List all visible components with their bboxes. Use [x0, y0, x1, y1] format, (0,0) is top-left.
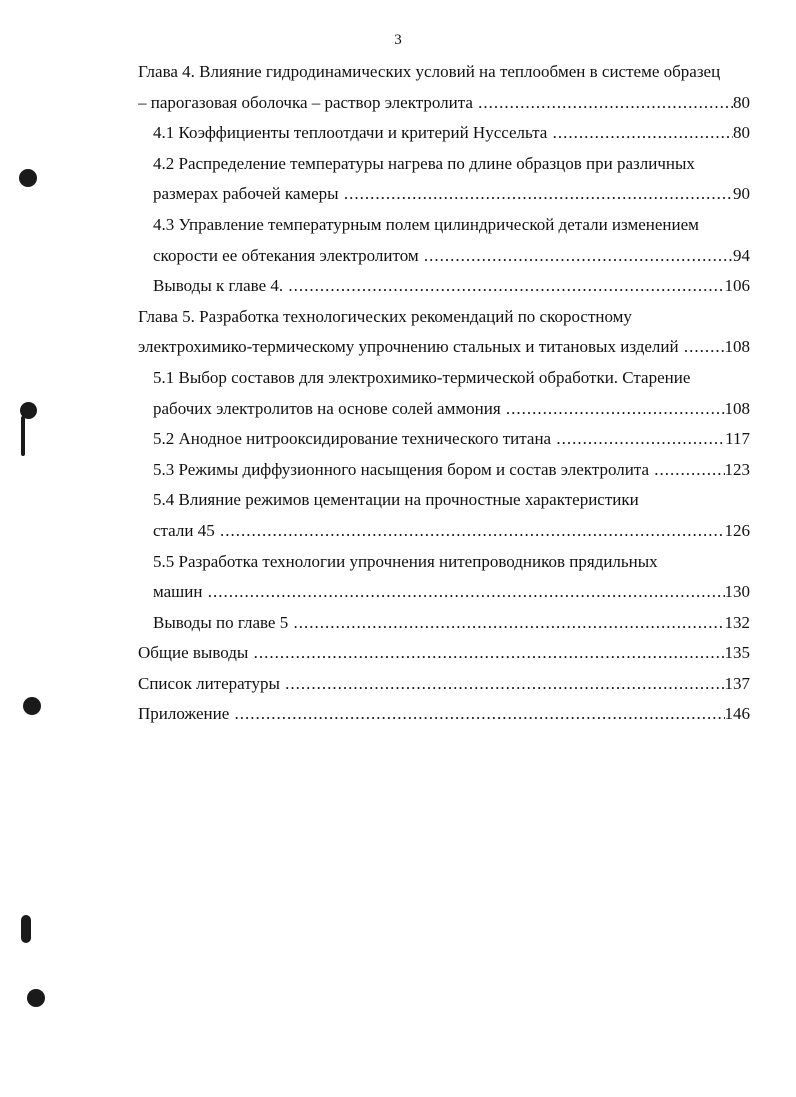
- toc-page-number: 123: [724, 459, 750, 479]
- punch-hole-mark: [23, 697, 41, 715]
- page-number: 3: [394, 32, 402, 48]
- punch-hole-mark: [19, 169, 37, 187]
- toc-page-number: 130: [724, 582, 750, 602]
- toc-page-number: 135: [724, 643, 750, 663]
- toc-general-conclusions: Общие выводы ..... 135: [138, 638, 750, 669]
- toc-page-number: 94: [733, 245, 750, 265]
- toc-page-number: 80: [733, 123, 750, 143]
- toc-section-4-3-line1: 4.3 Управление температурным полем цилиндрической детали изменением: [153, 214, 699, 234]
- toc-chapter-4-line1: Глава 4. Влияние гидродинамических условий на теплообмен в системе образец: [138, 62, 721, 81]
- toc-page-number: 80: [733, 92, 750, 112]
- toc-conclusions-4: Выводы к главе 4. ..... 106: [138, 271, 750, 302]
- toc-references: Список литературы ..... 137: [138, 669, 750, 700]
- toc-page-number: 106: [724, 276, 750, 296]
- table-of-contents: [138, 57, 750, 730]
- toc-section-5-2: 5.2 Анодное нитрооксидирование технического титана ..... 117: [138, 424, 750, 455]
- punch-hole-mark: [21, 416, 25, 456]
- toc-section-4-2-line1: 4.2 Распределение температуры нагрева по длине образцов при различных: [153, 153, 695, 173]
- toc-section-5-5-line1: 5.5 Разработка технологии упрочнения нитепроводников прядильных: [153, 551, 658, 571]
- toc-page-number: 90: [733, 184, 750, 204]
- toc-page-number: 108: [724, 398, 750, 418]
- toc-section-4-1: 4.1 Коэффициенты теплоотдачи и критерий Нуссельта ..... 80: [138, 118, 750, 149]
- toc-page-number: 126: [724, 520, 750, 540]
- toc-page-number: 146: [724, 704, 750, 724]
- toc-conclusions-5: Выводы по главе 5 ..... 132: [138, 608, 750, 639]
- toc-section-5-5-line2: машин ..... 130: [138, 577, 750, 608]
- toc-section-4-3-line2: скорости ее обтекания электролитом ..... 94: [138, 241, 750, 272]
- toc-appendix: Приложение ..... 146: [138, 699, 750, 730]
- toc-section-5-1-line2: рабочих электролитов на основе солей аммония ..... 108: [138, 394, 750, 425]
- toc-page-number: 137: [724, 673, 750, 693]
- toc-page-number: 108: [724, 337, 750, 357]
- toc-chapter-5-line2: электрохимико-термическому упрочнению стальных и титановых изделий ..... 108: [138, 332, 750, 363]
- toc-section-5-1-line1: 5.1 Выбор составов для электрохимико-термической обработки. Старение: [153, 367, 691, 387]
- toc-section-5-4-line2: стали 45 ..... 126: [138, 516, 750, 547]
- toc-section-5-3: 5.3 Режимы диффузионного насыщения бором и состав электролита ..... 123: [138, 455, 750, 486]
- punch-hole-mark: [21, 915, 31, 943]
- toc-chapter-5-line1: Глава 5. Разработка технологических рекомендаций по скоростному: [138, 306, 632, 326]
- punch-hole-mark: [27, 989, 45, 1007]
- toc-section-4-2-line2: размерах рабочей камеры ..... 90: [138, 179, 750, 210]
- toc-chapter-4-line2: – парогазовая оболочка – раствор электролита ..... 80: [138, 88, 750, 119]
- toc-section-5-4-line1: 5.4 Влияние режимов цементации на прочностные характеристики: [153, 490, 639, 510]
- toc-page-number: 117: [725, 429, 750, 449]
- toc-page-number: 132: [724, 612, 750, 632]
